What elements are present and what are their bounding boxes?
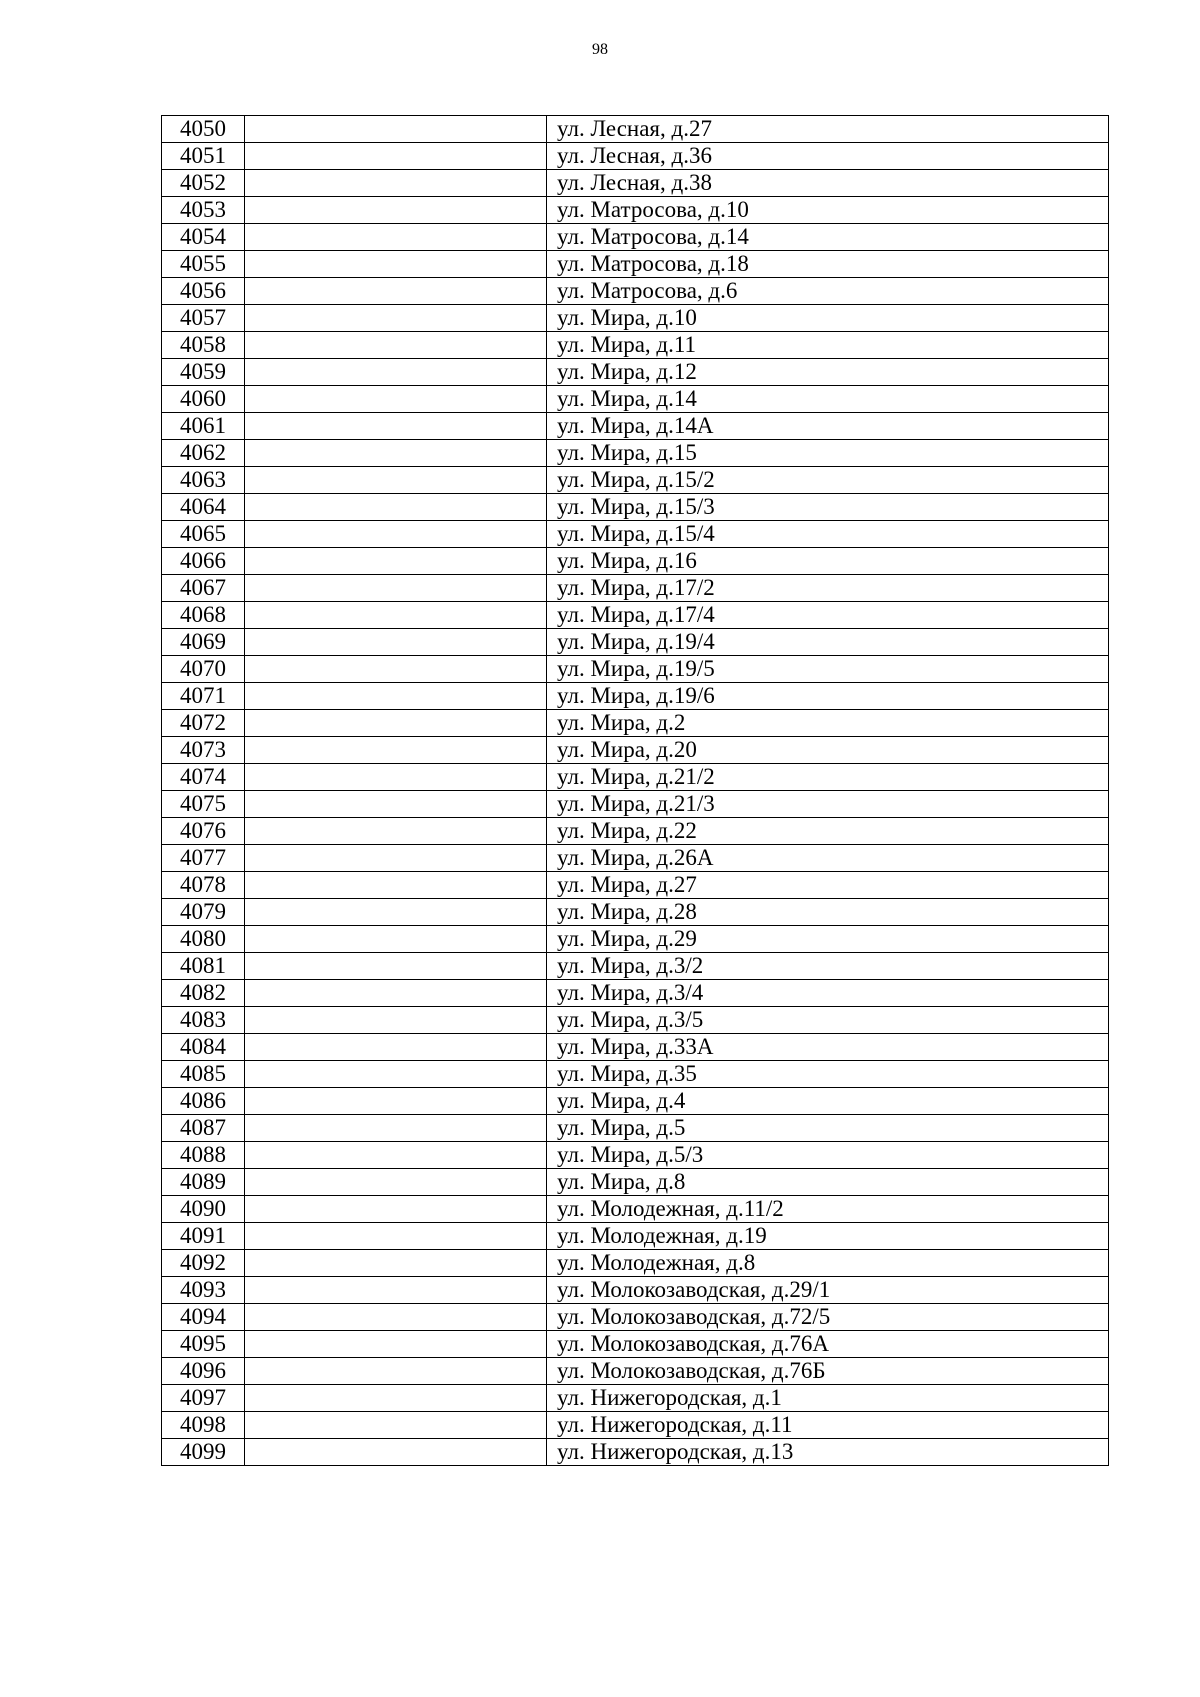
table-row bbox=[162, 359, 1109, 386]
empty-cell bbox=[245, 413, 547, 440]
empty-cell bbox=[245, 1115, 547, 1142]
row-number: 4063 bbox=[162, 467, 245, 494]
row-number: 4056 bbox=[162, 278, 245, 305]
row-number: 4097 bbox=[162, 1385, 245, 1412]
row-number: 4095 bbox=[162, 1331, 245, 1358]
page-number: 98 bbox=[592, 41, 608, 58]
table-row bbox=[162, 197, 1109, 224]
table-row bbox=[162, 494, 1109, 521]
address-cell: ул. Матросова, д.10 bbox=[547, 197, 1109, 224]
address-cell: ул. Мира, д.3/2 bbox=[547, 953, 1109, 980]
empty-cell bbox=[245, 737, 547, 764]
empty-cell bbox=[245, 818, 547, 845]
row-number: 4075 bbox=[162, 791, 245, 818]
row-number: 4059 bbox=[162, 359, 245, 386]
row-number: 4085 bbox=[162, 1061, 245, 1088]
empty-cell bbox=[245, 899, 547, 926]
address-cell: ул. Мира, д.10 bbox=[547, 305, 1109, 332]
address-cell: ул. Мира, д.16 bbox=[547, 548, 1109, 575]
address-cell: ул. Мира, д.11 bbox=[547, 332, 1109, 359]
empty-cell bbox=[245, 332, 547, 359]
table-row bbox=[162, 737, 1109, 764]
address-cell: ул. Мира, д.26А bbox=[547, 845, 1109, 872]
empty-cell bbox=[245, 386, 547, 413]
address-cell: ул. Мира, д.3/4 bbox=[547, 980, 1109, 1007]
address-table-body bbox=[162, 116, 1109, 1466]
empty-cell bbox=[245, 980, 547, 1007]
address-cell: ул. Молодежная, д.19 bbox=[547, 1223, 1109, 1250]
table-row bbox=[162, 440, 1109, 467]
table-row bbox=[162, 1115, 1109, 1142]
empty-cell bbox=[245, 1331, 547, 1358]
table-row bbox=[162, 629, 1109, 656]
address-cell: ул. Мира, д.29 bbox=[547, 926, 1109, 953]
address-cell: ул. Мира, д.19/5 bbox=[547, 656, 1109, 683]
row-number: 4084 bbox=[162, 1034, 245, 1061]
table-row bbox=[162, 899, 1109, 926]
address-cell: ул. Мира, д.12 bbox=[547, 359, 1109, 386]
address-cell: ул. Мира, д.5/3 bbox=[547, 1142, 1109, 1169]
row-number: 4057 bbox=[162, 305, 245, 332]
address-cell: ул. Мира, д.22 bbox=[547, 818, 1109, 845]
table-row bbox=[162, 548, 1109, 575]
empty-cell bbox=[245, 953, 547, 980]
row-number: 4073 bbox=[162, 737, 245, 764]
empty-cell bbox=[245, 359, 547, 386]
empty-cell bbox=[245, 926, 547, 953]
empty-cell bbox=[245, 791, 547, 818]
address-cell: ул. Молодежная, д.8 bbox=[547, 1250, 1109, 1277]
empty-cell bbox=[245, 305, 547, 332]
row-number: 4054 bbox=[162, 224, 245, 251]
table-row bbox=[162, 1142, 1109, 1169]
table-row bbox=[162, 386, 1109, 413]
address-cell: ул. Мира, д.28 bbox=[547, 899, 1109, 926]
empty-cell bbox=[245, 1385, 547, 1412]
empty-cell bbox=[245, 1007, 547, 1034]
address-cell: ул. Мира, д.14А bbox=[547, 413, 1109, 440]
table-row bbox=[162, 1277, 1109, 1304]
address-cell: ул. Мира, д.2 bbox=[547, 710, 1109, 737]
empty-cell bbox=[245, 1304, 547, 1331]
address-cell: ул. Лесная, д.36 bbox=[547, 143, 1109, 170]
address-cell: ул. Мира, д.15/3 bbox=[547, 494, 1109, 521]
empty-cell bbox=[245, 683, 547, 710]
row-number: 4069 bbox=[162, 629, 245, 656]
address-cell: ул. Мира, д.27 bbox=[547, 872, 1109, 899]
table-row bbox=[162, 251, 1109, 278]
empty-cell bbox=[245, 656, 547, 683]
table-row bbox=[162, 1331, 1109, 1358]
row-number: 4051 bbox=[162, 143, 245, 170]
address-cell: ул. Лесная, д.38 bbox=[547, 170, 1109, 197]
address-cell: ул. Матросова, д.18 bbox=[547, 251, 1109, 278]
row-number: 4099 bbox=[162, 1439, 245, 1466]
table-row bbox=[162, 1034, 1109, 1061]
row-number: 4086 bbox=[162, 1088, 245, 1115]
empty-cell bbox=[245, 1088, 547, 1115]
empty-cell bbox=[245, 872, 547, 899]
table-row bbox=[162, 764, 1109, 791]
empty-cell bbox=[245, 116, 547, 143]
address-cell: ул. Матросова, д.14 bbox=[547, 224, 1109, 251]
row-number: 4066 bbox=[162, 548, 245, 575]
address-table bbox=[161, 115, 1109, 1466]
address-cell: ул. Мира, д.14 bbox=[547, 386, 1109, 413]
empty-cell bbox=[245, 467, 547, 494]
row-number: 4090 bbox=[162, 1196, 245, 1223]
row-number: 4089 bbox=[162, 1169, 245, 1196]
row-number: 4082 bbox=[162, 980, 245, 1007]
empty-cell bbox=[245, 1358, 547, 1385]
row-number: 4061 bbox=[162, 413, 245, 440]
table-row bbox=[162, 683, 1109, 710]
empty-cell bbox=[245, 602, 547, 629]
address-cell: ул. Молокозаводская, д.76А bbox=[547, 1331, 1109, 1358]
row-number: 4080 bbox=[162, 926, 245, 953]
empty-cell bbox=[245, 1439, 547, 1466]
address-cell: ул. Молодежная, д.11/2 bbox=[547, 1196, 1109, 1223]
row-number: 4052 bbox=[162, 170, 245, 197]
table-row bbox=[162, 413, 1109, 440]
table-row bbox=[162, 602, 1109, 629]
empty-cell bbox=[245, 197, 547, 224]
row-number: 4074 bbox=[162, 764, 245, 791]
address-cell: ул. Мира, д.21/3 bbox=[547, 791, 1109, 818]
address-cell: ул. Нижегородская, д.1 bbox=[547, 1385, 1109, 1412]
empty-cell bbox=[245, 1142, 547, 1169]
table-row bbox=[162, 1223, 1109, 1250]
row-number: 4094 bbox=[162, 1304, 245, 1331]
table-row bbox=[162, 116, 1109, 143]
address-cell: ул. Мира, д.35 bbox=[547, 1061, 1109, 1088]
table-row bbox=[162, 1196, 1109, 1223]
address-cell: ул. Мира, д.19/6 bbox=[547, 683, 1109, 710]
table-row bbox=[162, 1412, 1109, 1439]
table-row bbox=[162, 1385, 1109, 1412]
row-number: 4091 bbox=[162, 1223, 245, 1250]
row-number: 4060 bbox=[162, 386, 245, 413]
address-cell: ул. Мира, д.15/4 bbox=[547, 521, 1109, 548]
table-row bbox=[162, 953, 1109, 980]
row-number: 4053 bbox=[162, 197, 245, 224]
table-row bbox=[162, 818, 1109, 845]
table-row bbox=[162, 1250, 1109, 1277]
empty-cell bbox=[245, 170, 547, 197]
table-row bbox=[162, 305, 1109, 332]
empty-cell bbox=[245, 143, 547, 170]
table-row bbox=[162, 1304, 1109, 1331]
address-cell: ул. Мира, д.19/4 bbox=[547, 629, 1109, 656]
address-cell: ул. Мира, д.17/2 bbox=[547, 575, 1109, 602]
empty-cell bbox=[245, 1169, 547, 1196]
table-row bbox=[162, 1439, 1109, 1466]
table-row bbox=[162, 1007, 1109, 1034]
row-number: 4072 bbox=[162, 710, 245, 737]
table-row bbox=[162, 926, 1109, 953]
empty-cell bbox=[245, 1277, 547, 1304]
table-row bbox=[162, 224, 1109, 251]
row-number: 4081 bbox=[162, 953, 245, 980]
row-number: 4092 bbox=[162, 1250, 245, 1277]
row-number: 4058 bbox=[162, 332, 245, 359]
empty-cell bbox=[245, 1223, 547, 1250]
address-cell: ул. Мира, д.21/2 bbox=[547, 764, 1109, 791]
table-row bbox=[162, 980, 1109, 1007]
address-cell: ул. Мира, д.5 bbox=[547, 1115, 1109, 1142]
empty-cell bbox=[245, 1034, 547, 1061]
table-row bbox=[162, 845, 1109, 872]
address-cell: ул. Мира, д.3/5 bbox=[547, 1007, 1109, 1034]
table-row bbox=[162, 467, 1109, 494]
empty-cell bbox=[245, 224, 547, 251]
address-cell: ул. Матросова, д.6 bbox=[547, 278, 1109, 305]
empty-cell bbox=[245, 845, 547, 872]
address-cell: ул. Мира, д.8 bbox=[547, 1169, 1109, 1196]
empty-cell bbox=[245, 251, 547, 278]
address-cell: ул. Мира, д.15 bbox=[547, 440, 1109, 467]
address-cell: ул. Молокозаводская, д.76Б bbox=[547, 1358, 1109, 1385]
row-number: 4050 bbox=[162, 116, 245, 143]
empty-cell bbox=[245, 1412, 547, 1439]
table-row bbox=[162, 143, 1109, 170]
address-cell: ул. Молокозаводская, д.72/5 bbox=[547, 1304, 1109, 1331]
row-number: 4070 bbox=[162, 656, 245, 683]
table-row bbox=[162, 1358, 1109, 1385]
table-row bbox=[162, 332, 1109, 359]
table-row bbox=[162, 791, 1109, 818]
row-number: 4088 bbox=[162, 1142, 245, 1169]
row-number: 4093 bbox=[162, 1277, 245, 1304]
address-cell: ул. Лесная, д.27 bbox=[547, 116, 1109, 143]
empty-cell bbox=[245, 440, 547, 467]
row-number: 4079 bbox=[162, 899, 245, 926]
row-number: 4077 bbox=[162, 845, 245, 872]
empty-cell bbox=[245, 629, 547, 656]
row-number: 4096 bbox=[162, 1358, 245, 1385]
table-row bbox=[162, 872, 1109, 899]
row-number: 4062 bbox=[162, 440, 245, 467]
address-cell: ул. Мира, д.4 bbox=[547, 1088, 1109, 1115]
table-row bbox=[162, 1061, 1109, 1088]
row-number: 4055 bbox=[162, 251, 245, 278]
table-row bbox=[162, 278, 1109, 305]
address-cell: ул. Мира, д.33А bbox=[547, 1034, 1109, 1061]
address-cell: ул. Мира, д.15/2 bbox=[547, 467, 1109, 494]
table-row bbox=[162, 521, 1109, 548]
row-number: 4071 bbox=[162, 683, 245, 710]
empty-cell bbox=[245, 575, 547, 602]
empty-cell bbox=[245, 494, 547, 521]
table-row bbox=[162, 656, 1109, 683]
row-number: 4076 bbox=[162, 818, 245, 845]
empty-cell bbox=[245, 710, 547, 737]
empty-cell bbox=[245, 1250, 547, 1277]
empty-cell bbox=[245, 1061, 547, 1088]
empty-cell bbox=[245, 278, 547, 305]
empty-cell bbox=[245, 764, 547, 791]
table-row bbox=[162, 1169, 1109, 1196]
empty-cell bbox=[245, 548, 547, 575]
address-cell: ул. Нижегородская, д.11 bbox=[547, 1412, 1109, 1439]
table-row bbox=[162, 710, 1109, 737]
address-cell: ул. Мира, д.20 bbox=[547, 737, 1109, 764]
row-number: 4078 bbox=[162, 872, 245, 899]
row-number: 4065 bbox=[162, 521, 245, 548]
address-cell: ул. Мира, д.17/4 bbox=[547, 602, 1109, 629]
table-row bbox=[162, 170, 1109, 197]
table-row bbox=[162, 1088, 1109, 1115]
row-number: 4064 bbox=[162, 494, 245, 521]
empty-cell bbox=[245, 1196, 547, 1223]
row-number: 4068 bbox=[162, 602, 245, 629]
row-number: 4067 bbox=[162, 575, 245, 602]
row-number: 4087 bbox=[162, 1115, 245, 1142]
row-number: 4083 bbox=[162, 1007, 245, 1034]
address-cell: ул. Молокозаводская, д.29/1 bbox=[547, 1277, 1109, 1304]
table-row bbox=[162, 575, 1109, 602]
empty-cell bbox=[245, 521, 547, 548]
row-number: 4098 bbox=[162, 1412, 245, 1439]
address-cell: ул. Нижегородская, д.13 bbox=[547, 1439, 1109, 1466]
